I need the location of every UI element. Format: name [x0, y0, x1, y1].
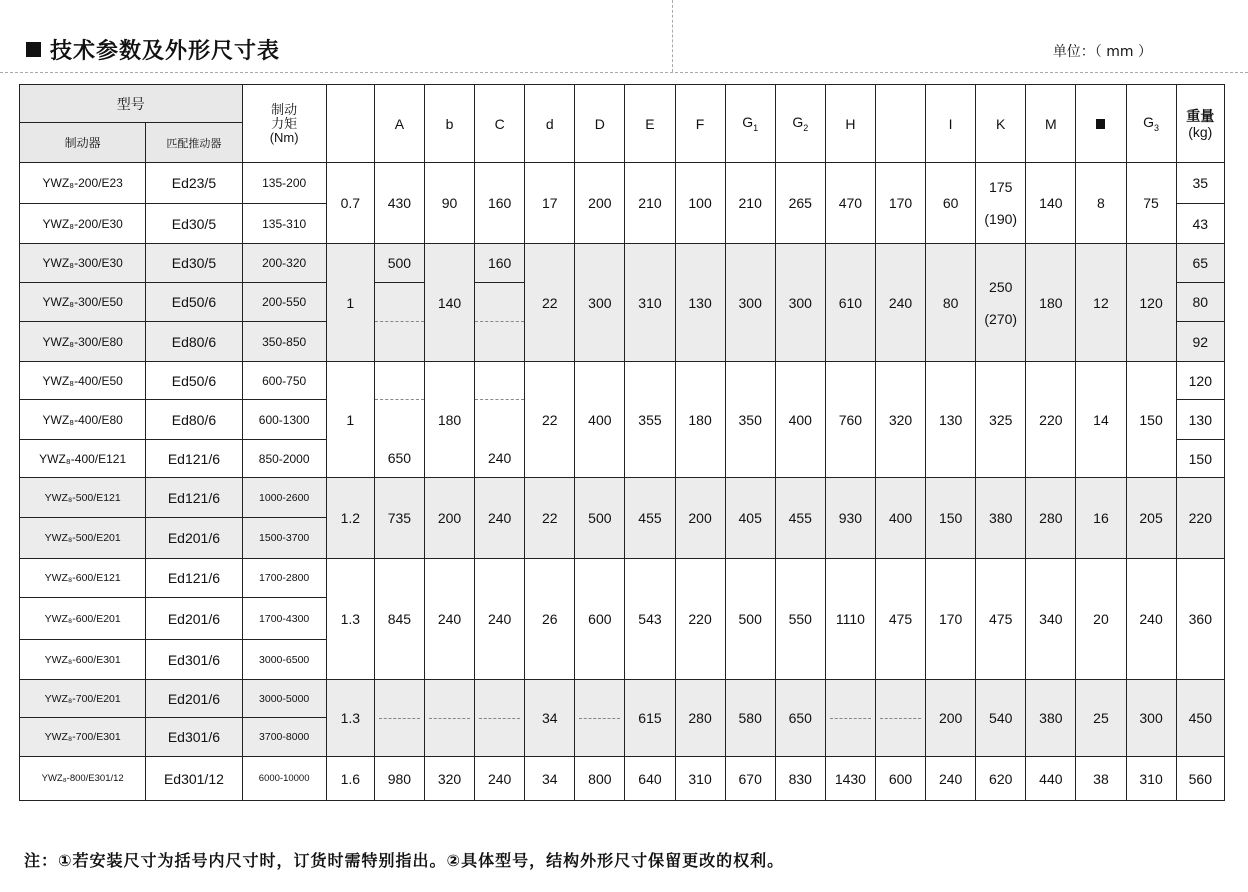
brake-model: YWZ₈-400/E80	[20, 400, 146, 440]
brake-model: YWZ₈-300/E50	[20, 283, 146, 322]
torque: 6000-10000	[242, 757, 326, 801]
cell-G1: 500	[725, 559, 775, 680]
cell-17: 8	[1076, 163, 1126, 244]
cell-0: 1	[326, 244, 374, 362]
cell-C	[475, 680, 525, 757]
cell-12: 475	[875, 559, 925, 680]
torque: 135-200	[242, 163, 326, 204]
weight: 130	[1176, 400, 1224, 440]
pusher-model: Ed50/6	[146, 283, 242, 322]
torque: 600-750	[242, 362, 326, 400]
cell-0: 1	[326, 362, 374, 478]
cell-K: 620	[976, 757, 1026, 801]
cell-G2: 265	[775, 163, 825, 244]
brake-model: YWZ₈-200/E23	[20, 163, 146, 204]
header-pusher: 匹配推动器	[146, 123, 242, 163]
footnote: 注：①若安装尺寸为括号内尺寸时，订货时需特别指出。②具体型号，结构外形尺寸保留更改的权利。	[24, 851, 785, 870]
cell-F: 180	[675, 362, 725, 478]
cell-C	[475, 400, 525, 440]
cell-I: 200	[926, 680, 976, 757]
cell-H: 760	[825, 362, 875, 478]
table-row	[20, 757, 1225, 801]
cell-F: 220	[675, 559, 725, 680]
cell-E: 640	[625, 757, 675, 801]
cell-G2: 830	[775, 757, 825, 801]
torque: 3700-8000	[242, 718, 326, 757]
cell-b: 240	[424, 559, 474, 680]
torque: 135-310	[242, 204, 326, 244]
brake-model: YWZ₈-300/E80	[20, 322, 146, 362]
torque: 600-1300	[242, 400, 326, 440]
cell-A: 430	[374, 163, 424, 244]
cell-d: 22	[525, 478, 575, 559]
brake-model: YWZ₈-200/E30	[20, 204, 146, 244]
brake-model: YWZ₈-500/E201	[20, 518, 146, 559]
cell-17: 20	[1076, 559, 1126, 680]
cell-G3: 300	[1126, 680, 1176, 757]
table-row	[20, 559, 1225, 598]
table-row	[20, 244, 1225, 283]
cell-H: 930	[825, 478, 875, 559]
cell-I: 60	[926, 163, 976, 244]
cell-C	[475, 283, 525, 322]
cell-b: 200	[424, 478, 474, 559]
header-M: M	[1026, 85, 1076, 163]
page-title	[26, 34, 280, 65]
brake-model: YWZ₈-700/E201	[20, 680, 146, 718]
cell-H: 470	[825, 163, 875, 244]
weight: 65	[1176, 244, 1224, 283]
cell-M: 440	[1026, 757, 1076, 801]
torque: 1700-4300	[242, 598, 326, 640]
pusher-model: Ed80/6	[146, 322, 242, 362]
cell-F: 130	[675, 244, 725, 362]
cell-12: 320	[875, 362, 925, 478]
cell-E: 210	[625, 163, 675, 244]
torque: 200-550	[242, 283, 326, 322]
cell-I: 240	[926, 757, 976, 801]
header-G1: $G_1$	[725, 85, 775, 163]
brake-model: YWZ₈-300/E30	[20, 244, 146, 283]
cell-b: 180	[424, 362, 474, 478]
header-model: 型号	[20, 85, 243, 123]
header-blank-1	[326, 85, 374, 163]
cell-17: 38	[1076, 757, 1126, 801]
weight: 43	[1176, 204, 1224, 244]
dashed-divider-vertical	[672, 0, 673, 72]
header-C: C	[475, 85, 525, 163]
cell-17: 16	[1076, 478, 1126, 559]
spec-table	[19, 84, 1225, 801]
cell-12: 600	[875, 757, 925, 801]
cell-G1: 210	[725, 163, 775, 244]
cell-A	[374, 283, 424, 322]
cell-M: 180	[1026, 244, 1076, 362]
dashed-divider-horizontal	[0, 72, 1248, 73]
cell-C	[475, 322, 525, 362]
pusher-model: Ed80/6	[146, 400, 242, 440]
header-d: d	[525, 85, 575, 163]
cell-G2: 300	[775, 244, 825, 362]
cell-b: 320	[424, 757, 474, 801]
header-torque-l3: (Nm)	[269, 129, 299, 145]
cell-G1: 670	[725, 757, 775, 801]
pusher-model: Ed121/6	[146, 559, 242, 598]
torque: 1500-3700	[242, 518, 326, 559]
cell-b: 90	[424, 163, 474, 244]
torque: 350-850	[242, 322, 326, 362]
weight: 560	[1176, 757, 1224, 801]
cell-F: 100	[675, 163, 725, 244]
brake-model: YWZ₈-600/E121	[20, 559, 146, 598]
cell-0: 1.3	[326, 559, 374, 680]
pusher-model: Ed121/6	[146, 440, 242, 478]
cell-G3: 75	[1126, 163, 1176, 244]
brake-model: YWZ₈-600/E201	[20, 598, 146, 640]
cell-0: 1.3	[326, 680, 374, 757]
header-brake: 制动器	[20, 123, 146, 163]
header-G2: $G_2$	[775, 85, 825, 163]
cell-D: 400	[575, 362, 625, 478]
cell-A	[374, 680, 424, 757]
cell-C: 240	[475, 440, 525, 478]
pusher-model: Ed50/6	[146, 362, 242, 400]
cell-F: 280	[675, 680, 725, 757]
cell-K: 250 (270)	[976, 244, 1026, 362]
cell-G3: 120	[1126, 244, 1176, 362]
cell-G2: 650	[775, 680, 825, 757]
weight: 80	[1176, 283, 1224, 322]
pusher-model: Ed301/12	[146, 757, 242, 801]
cell-I: 150	[926, 478, 976, 559]
weight: 35	[1176, 163, 1224, 204]
cell-A: 735	[374, 478, 424, 559]
cell-E: 355	[625, 362, 675, 478]
torque: 1000-2600	[242, 478, 326, 518]
pusher-model: Ed301/6	[146, 718, 242, 757]
cell-d: 34	[525, 680, 575, 757]
cell-H: 1430	[825, 757, 875, 801]
weight: 92	[1176, 322, 1224, 362]
cell-D: 500	[575, 478, 625, 559]
header-b: b	[424, 85, 474, 163]
cell-H	[825, 680, 875, 757]
cell-b	[424, 680, 474, 757]
cell-d: 22	[525, 244, 575, 362]
cell-0: 0.7	[326, 163, 374, 244]
torque: 1700-2800	[242, 559, 326, 598]
cell-K: 540	[976, 680, 1026, 757]
cell-G1: 405	[725, 478, 775, 559]
brake-model: YWZ₈-400/E121	[20, 440, 146, 478]
cell-12: 170	[875, 163, 925, 244]
pusher-model: Ed201/6	[146, 680, 242, 718]
cell-C: 160	[475, 244, 525, 283]
brake-model: YWZ₈-500/E121	[20, 478, 146, 518]
cell-F: 310	[675, 757, 725, 801]
cell-M: 380	[1026, 680, 1076, 757]
pusher-model: Ed201/6	[146, 598, 242, 640]
cell-C: 240	[475, 478, 525, 559]
table-row	[20, 362, 1225, 400]
cell-17: 14	[1076, 362, 1126, 478]
black-block-icon	[1096, 119, 1105, 129]
cell-I: 80	[926, 244, 976, 362]
cell-17: 12	[1076, 244, 1126, 362]
brake-model: YWZ₈-800/E301/12	[20, 757, 146, 801]
cell-M: 220	[1026, 362, 1076, 478]
cell-A	[374, 322, 424, 362]
weight: 450	[1176, 680, 1224, 757]
cell-H: 610	[825, 244, 875, 362]
brake-model: YWZ₈-600/E301	[20, 640, 146, 680]
cell-12: 240	[875, 244, 925, 362]
cell-M: 280	[1026, 478, 1076, 559]
cell-E: 543	[625, 559, 675, 680]
cell-C: 240	[475, 559, 525, 680]
torque: 3000-6500	[242, 640, 326, 680]
cell-M: 140	[1026, 163, 1076, 244]
cell-0: 1.6	[326, 757, 374, 801]
header-E: E	[625, 85, 675, 163]
cell-D: 800	[575, 757, 625, 801]
brake-model: YWZ₈-400/E50	[20, 362, 146, 400]
header-A: A	[374, 85, 424, 163]
weight: 220	[1176, 478, 1224, 559]
cell-C: 160	[475, 163, 525, 244]
cell-17: 25	[1076, 680, 1126, 757]
cell-I: 130	[926, 362, 976, 478]
cell-A: 500	[374, 244, 424, 283]
cell-F: 200	[675, 478, 725, 559]
cell-d: 34	[525, 757, 575, 801]
pusher-model: Ed30/5	[146, 204, 242, 244]
cell-A	[374, 362, 424, 400]
header-G3: $G_3$	[1126, 85, 1176, 163]
cell-I: 170	[926, 559, 976, 680]
cell-E: 455	[625, 478, 675, 559]
pusher-model: Ed301/6	[146, 640, 242, 680]
header-F: F	[675, 85, 725, 163]
cell-D: 200	[575, 163, 625, 244]
cell-d: 22	[525, 362, 575, 478]
pusher-model: Ed121/6	[146, 478, 242, 518]
cell-C: 240	[475, 757, 525, 801]
weight: 150	[1176, 440, 1224, 478]
header-K: K	[976, 85, 1026, 163]
cell-A: 845	[374, 559, 424, 680]
weight: 120	[1176, 362, 1224, 400]
cell-G1: 580	[725, 680, 775, 757]
weight: 360	[1176, 559, 1224, 680]
header-torque-l1: 制动	[271, 101, 298, 117]
cell-E: 310	[625, 244, 675, 362]
cell-G2: 400	[775, 362, 825, 478]
unit-label: 单位：（ mm ）	[1052, 44, 1152, 60]
cell-A	[374, 400, 424, 440]
header-weight: 重量 (kg)	[1176, 85, 1224, 163]
cell-G3: 240	[1126, 559, 1176, 680]
table-row	[20, 680, 1225, 718]
brake-model: YWZ₈-700/E301	[20, 718, 146, 757]
torque: 200-320	[242, 244, 326, 283]
cell-G3: 150	[1126, 362, 1176, 478]
cell-K: 325	[976, 362, 1026, 478]
cell-0: 1.2	[326, 478, 374, 559]
pusher-model: Ed201/6	[146, 518, 242, 559]
pusher-model: Ed30/5	[146, 244, 242, 283]
header-row-1	[20, 85, 1225, 123]
header-torque	[242, 85, 326, 163]
header-I: I	[926, 85, 976, 163]
header-H: H	[825, 85, 875, 163]
cell-K: 175 (190)	[976, 163, 1026, 244]
cell-G2: 455	[775, 478, 825, 559]
pusher-model: Ed23/5	[146, 163, 242, 204]
cell-C	[475, 362, 525, 400]
cell-K: 380	[976, 478, 1026, 559]
square-bullet-icon	[26, 42, 41, 57]
cell-G3: 310	[1126, 757, 1176, 801]
torque: 850-2000	[242, 440, 326, 478]
cell-A: 650	[374, 440, 424, 478]
cell-D: 300	[575, 244, 625, 362]
cell-M: 340	[1026, 559, 1076, 680]
torque: 3000-5000	[242, 680, 326, 718]
cell-D	[575, 680, 625, 757]
cell-b: 140	[424, 244, 474, 362]
cell-H: 1110	[825, 559, 875, 680]
header-D: D	[575, 85, 625, 163]
table-row	[20, 163, 1225, 204]
cell-G1: 300	[725, 244, 775, 362]
cell-K: 475	[976, 559, 1026, 680]
cell-G2: 550	[775, 559, 825, 680]
cell-12: 400	[875, 478, 925, 559]
header-blank-3	[1076, 85, 1126, 163]
cell-d: 17	[525, 163, 575, 244]
cell-G3: 205	[1126, 478, 1176, 559]
cell-G1: 350	[725, 362, 775, 478]
header-torque-l2: 力矩	[271, 115, 298, 131]
cell-E: 615	[625, 680, 675, 757]
cell-d: 26	[525, 559, 575, 680]
table-row	[20, 478, 1225, 518]
cell-D: 600	[575, 559, 625, 680]
header-blank-2	[875, 85, 925, 163]
title-text: 技术参数及外形尺寸表	[50, 39, 281, 64]
cell-A: 980	[374, 757, 424, 801]
cell-12	[875, 680, 925, 757]
